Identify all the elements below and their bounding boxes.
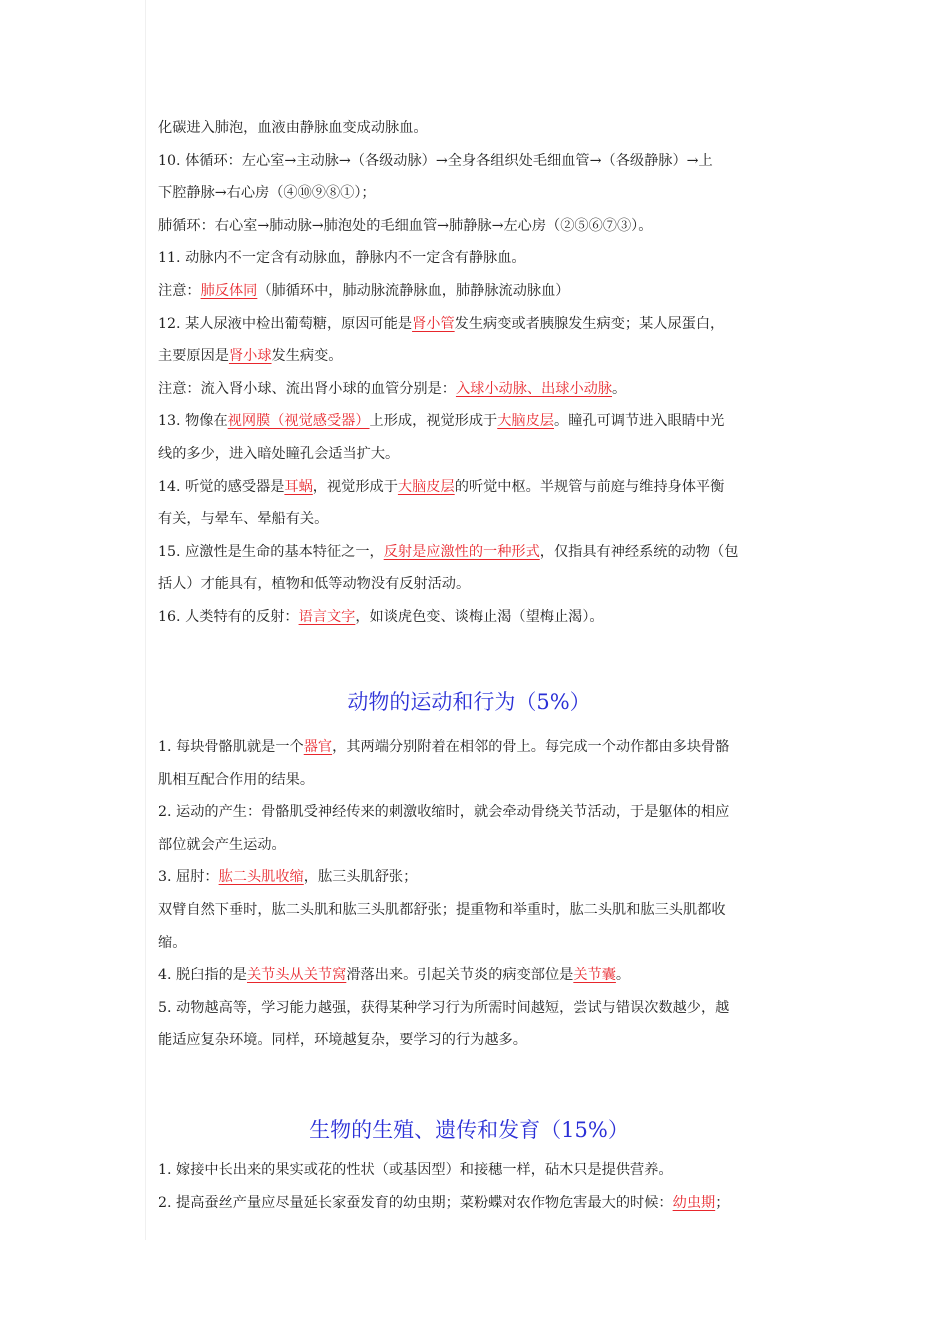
highlighted-answer: 关节头从关节窝 [246, 967, 347, 984]
text-line [158, 998, 729, 1018]
highlighted-answer: 大脑皮层 [497, 413, 554, 430]
text-segment: ； [715, 1195, 730, 1211]
text-segment: ，仅指具有神经系统的动物（包 [539, 543, 739, 560]
highlighted-answer: 肾小球 [228, 348, 272, 365]
text-segment: ，其两端分别附着在相邻的骨上。每完成一个动作都由多块骨骼 [332, 739, 730, 755]
highlighted-answer: 器官 [303, 739, 333, 755]
text-segment: （肺循环中，肺动脉流静脉血，肺静脉流动脉血） [257, 283, 570, 299]
highlighted-answer: 肱二头肌收缩 [218, 869, 304, 886]
text-line [158, 770, 314, 790]
text-line [158, 281, 569, 301]
text-segment: 能适应复杂环境。同样，环境越复杂，要学习的行为越多。 [158, 1032, 527, 1049]
text-segment: 缩。 [158, 934, 187, 951]
text-line [158, 1193, 729, 1213]
text-segment: 肌相互配合作用的结果。 [158, 771, 315, 788]
text-segment: 线的多少，进入暗处瞳孔会适当扩大。 [158, 446, 400, 462]
text-segment: 发生病变或者胰腺发生病变；某人尿蛋白， [454, 315, 725, 332]
text-segment: 化碳进入肺泡，血液由静脉血变成动脉血。 [158, 120, 428, 136]
section-heading-movement: 动物的运动和行为（5%） [347, 690, 591, 714]
text-line [158, 835, 286, 855]
highlighted-answer: 视网膜（视觉感受器） [227, 413, 370, 430]
text-segment: 1. 每块骨骼肌就是一个 [158, 739, 304, 755]
text-line [158, 379, 626, 399]
text-segment: 15. 应激性是生命的基本特征之一， [158, 543, 384, 560]
text-line [158, 118, 428, 138]
text-line [158, 509, 328, 529]
text-line [158, 444, 399, 464]
text-segment: 。 [615, 967, 631, 984]
section-heading-reproduction: 生物的生殖、遗传和发育（15%） [309, 1118, 629, 1142]
text-segment: ，视觉形成于 [312, 478, 398, 495]
text-segment: 2. 运动的产生：骨骼肌受神经传来的刺激收缩时，就会牵动骨绕关节活动，于是躯体的相应 [158, 804, 730, 821]
text-line [158, 248, 526, 268]
text-line [158, 477, 724, 497]
text-line [158, 933, 186, 953]
text-segment: 双臂自然下垂时，肱二头肌和肱三头肌都舒张；提重物和举重时，肱二头肌和肱三头肌都收 [158, 902, 726, 918]
text-segment: ，如谈虎色变、谈梅止渴（望梅止渴）。 [355, 609, 604, 625]
text-segment: 11. 动脉内不一定含有动脉血，静脉内不一定含有静脉血。 [158, 250, 526, 267]
text-line [158, 737, 729, 757]
text-line [158, 867, 417, 887]
text-segment: 4. 脱臼指的是 [158, 967, 247, 984]
text-line [158, 411, 724, 431]
text-line [158, 802, 729, 822]
highlighted-answer: 关节囊 [573, 967, 616, 984]
page-margin-rule [145, 0, 146, 1240]
text-segment: 12. 某人尿液中检出葡萄糖，原因可能是 [158, 315, 413, 332]
text-line [158, 216, 652, 236]
text-segment: 。 [612, 380, 627, 397]
text-line [158, 965, 630, 985]
text-segment: 部位就会产生运动。 [158, 836, 286, 853]
text-segment: 上形成，视觉形成于 [369, 413, 498, 430]
text-segment: 注意： [158, 283, 201, 299]
text-segment: 下腔静脉→右心房（④⑩⑨⑧①）； [158, 185, 376, 202]
text-segment: 13. 物像在 [158, 413, 228, 430]
highlighted-answer: 入球小动脉、出球小动脉 [455, 380, 613, 397]
text-line [158, 607, 604, 627]
highlighted-answer: 肺反体同 [200, 283, 258, 299]
text-segment: 主要原因是 [158, 348, 229, 365]
text-line [158, 183, 376, 203]
text-segment: 滑落出来。引起关节炎的病变部位是 [346, 967, 574, 984]
text-segment: 。瞳孔可调节进入眼睛中光 [554, 413, 725, 430]
text-segment: 括人）才能具有，植物和低等动物没有反射活动。 [158, 576, 471, 593]
highlighted-answer: 耳蜗 [284, 478, 313, 495]
text-line [158, 314, 724, 334]
text-segment: 16. 人类特有的反射： [158, 609, 299, 625]
text-segment: 2. 提高蚕丝产量应尽量延长家蚕发育的幼虫期；菜粉蝶对农作物危害最大的时候： [158, 1195, 673, 1211]
text-line [158, 346, 342, 366]
text-segment: 注意：流入肾小球、流出肾小球的血管分别是： [158, 380, 456, 397]
text-segment: 5. 动物越高等，学习能力越强，获得某种学习行为所需时间越短，尝试与错误次数越少，越 [158, 999, 730, 1016]
text-segment: 肺循环：右心室→肺动脉→肺泡处的毛细血管→肺静脉→左心房（②⑤⑥⑦③）。 [158, 217, 653, 234]
text-line [158, 574, 470, 594]
text-segment: 1. 嫁接中长出来的果实或花的性状（或基因型）和接穗一样，砧木只是提供营养。 [158, 1162, 673, 1178]
text-segment: 有关，与晕车、晕船有关。 [158, 511, 329, 528]
text-line [158, 900, 726, 920]
highlighted-answer: 语言文字 [298, 609, 356, 625]
highlighted-answer: 反射是应激性的一种形式 [383, 543, 540, 560]
text-segment: 3. 屈肘： [158, 869, 219, 886]
text-segment: 10. 体循环：左心室→主动脉→（各级动脉）→全身各组织处毛细血管→（各级静脉）→上 [158, 152, 713, 169]
text-line [158, 1160, 673, 1180]
text-line [158, 1030, 527, 1050]
text-segment: ，肱三头肌舒张； [303, 869, 418, 886]
text-segment: 14. 听觉的感受器是 [158, 478, 285, 495]
text-segment: 发生病变。 [271, 348, 343, 365]
highlighted-answer: 肾小管 [412, 315, 455, 332]
highlighted-answer: 大脑皮层 [397, 478, 455, 495]
text-line [158, 542, 738, 562]
text-line [158, 151, 713, 171]
highlighted-answer: 幼虫期 [672, 1195, 716, 1211]
text-segment: 的听觉中枢。半规管与前庭与维持身体平衡 [454, 478, 725, 495]
